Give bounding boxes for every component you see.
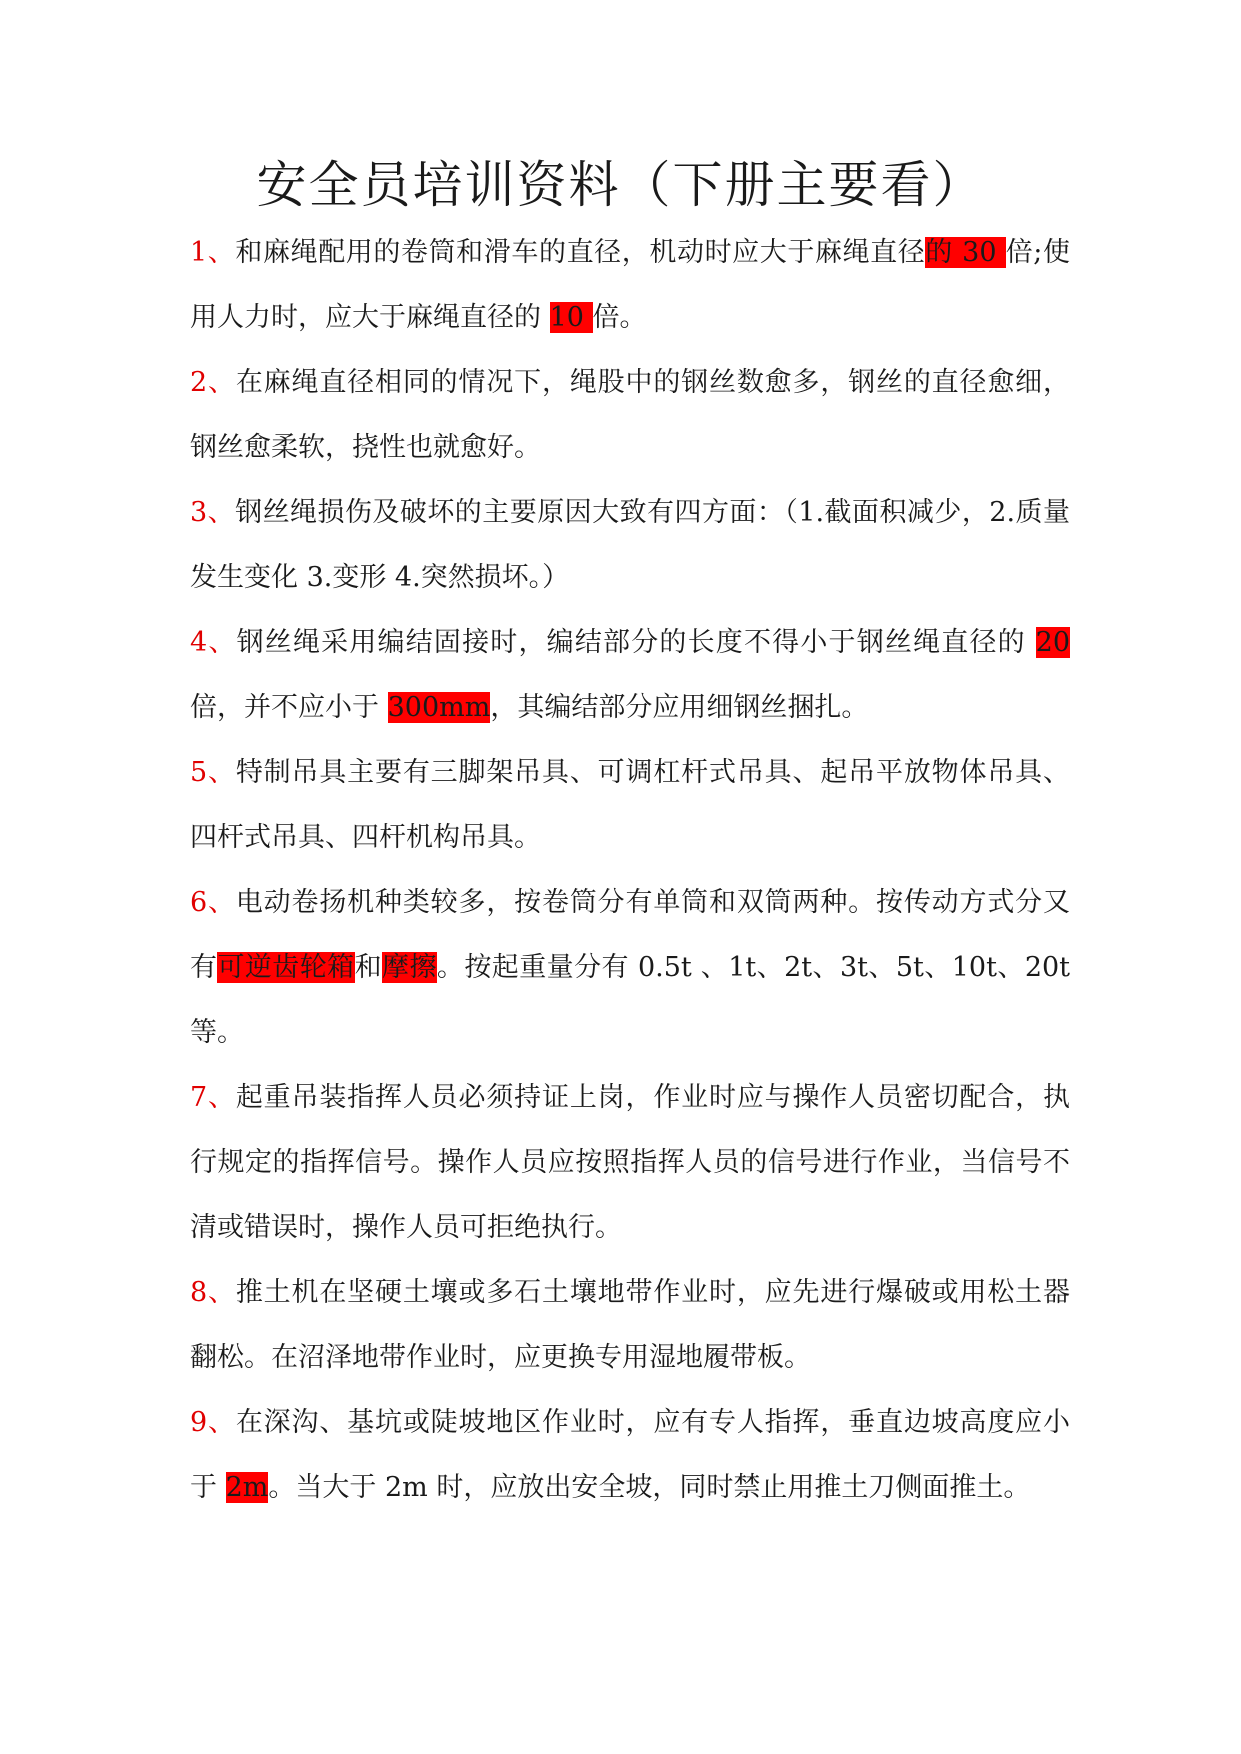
list-item bbox=[190, 610, 1070, 740]
list-item bbox=[190, 1260, 1070, 1390]
list-item bbox=[190, 870, 1070, 1065]
document-title: 安全员培训资料（下册主要看） bbox=[256, 156, 985, 214]
list-item bbox=[190, 350, 1070, 480]
item-number: 3、 bbox=[190, 497, 236, 528]
item-text: 推土机在坚硬土壤或多石土壤地带作业时，应先进行爆破或用松土器翻松。在沼泽地带作业时，应更换专用湿地履带板。 bbox=[190, 1277, 1070, 1373]
highlighted-text: 的 30 bbox=[925, 237, 1006, 268]
item-number: 9、 bbox=[190, 1407, 236, 1438]
list-item bbox=[190, 740, 1070, 870]
item-list bbox=[190, 220, 1070, 1520]
highlighted-text: 10 bbox=[549, 302, 593, 333]
highlighted-text: 300mm bbox=[387, 692, 491, 723]
item-number: 4、 bbox=[190, 627, 237, 658]
item-text: 倍;使用人力时，应大于麻绳直径的 bbox=[190, 237, 1070, 333]
item-text: ，其编结部分应用细钢丝捆扎。 bbox=[490, 692, 869, 723]
highlighted-text: 20 bbox=[1035, 627, 1070, 658]
item-number: 6、 bbox=[190, 887, 236, 918]
list-item bbox=[190, 220, 1070, 350]
list-item bbox=[190, 1065, 1070, 1260]
item-text: 在深沟、基坑或陡坡地区作业时，应有专人指挥，垂直边坡高度应小于 bbox=[190, 1407, 1070, 1503]
item-text: 在麻绳直径相同的情况下，绳股中的钢丝数愈多，钢丝的直径愈细，钢丝愈柔软，挠性也就愈好。 bbox=[190, 367, 1070, 463]
item-text: 倍，并不应小于 bbox=[190, 692, 388, 723]
item-number: 7、 bbox=[190, 1082, 236, 1113]
item-number: 1、 bbox=[190, 237, 236, 268]
item-text: 起重吊装指挥人员必须持证上岗，作业时应与操作人员密切配合，执行规定的指挥信号。操作人员应按照指挥人员的信号进行作业，当信号不清或错误时，操作人员可拒绝执行。 bbox=[190, 1082, 1070, 1243]
list-item bbox=[190, 480, 1070, 610]
item-number: 8、 bbox=[190, 1277, 236, 1308]
item-text: 特制吊具主要有三脚架吊具、可调杠杆式吊具、起吊平放物体吊具、四杆式吊具、四杆机构吊具。 bbox=[190, 757, 1070, 853]
item-text: 钢丝绳损伤及破坏的主要原因大致有四方面：（1.截面积减少，2.质量发生变化 3.变形 4.突然损坏。） bbox=[190, 497, 1070, 593]
item-number: 5、 bbox=[190, 757, 236, 788]
item-text: 倍。 bbox=[592, 302, 647, 333]
highlighted-text: 摩擦 bbox=[382, 952, 437, 983]
item-text: 。当大于 2m 时，应放出安全坡，同时禁止用推土刀侧面推土。 bbox=[268, 1472, 1031, 1503]
highlighted-text: 可逆齿轮箱 bbox=[217, 952, 355, 983]
item-number: 2、 bbox=[190, 367, 236, 398]
highlighted-text: 2m bbox=[225, 1472, 269, 1503]
item-text: 和麻绳配用的卷筒和滑车的直径，机动时应大于麻绳直径 bbox=[235, 237, 926, 268]
item-text: 钢丝绳采用编结固接时，编结部分的长度不得小于钢丝绳直径的 bbox=[236, 627, 1036, 658]
item-text: 电动卷扬机种类较多，按卷筒分有单筒和双筒两种。按传动方式分又有 bbox=[190, 887, 1070, 983]
item-text: 。按起重量分有 0.5t 、1t、2t、3t、5t、10t、20t 等。 bbox=[190, 952, 1071, 1048]
item-text: 和 bbox=[354, 952, 383, 983]
list-item bbox=[190, 1390, 1070, 1520]
